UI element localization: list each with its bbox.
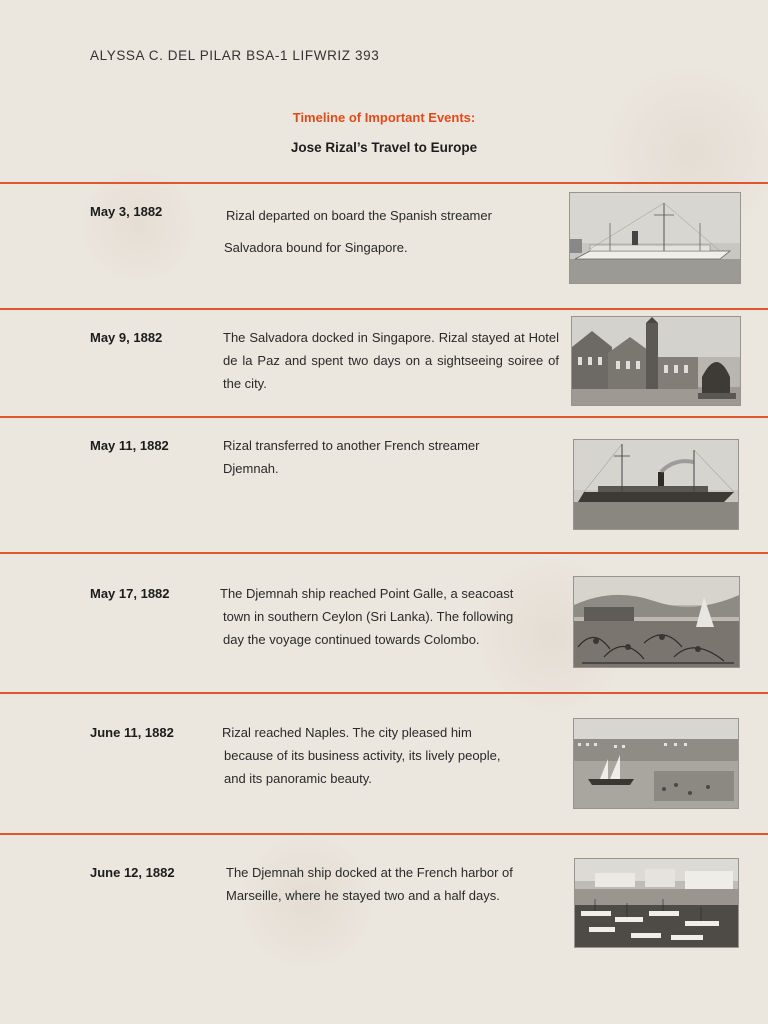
event-description-line: Rizal reached Naples. The city pleased him <box>222 725 472 740</box>
event-description-line: Salvadora bound for Singapore. <box>224 240 408 255</box>
event-description-line: Marseille, where he stayed two and a half days. <box>226 888 500 903</box>
event-description <box>223 434 559 480</box>
event-description-line: Rizal departed on board the Spanish streamer <box>226 208 492 223</box>
event-description: The Salvadora docked in Singapore. Rizal stayed at Hotel de la Paz and spent two days on a sightseeing soiree of the city. <box>223 330 559 391</box>
steamship-photo <box>573 439 739 530</box>
event-date: May 3, 1882 <box>90 204 163 219</box>
divider-2 <box>0 308 768 310</box>
event-description-line: day the voyage continued towards Colombo. <box>223 632 480 647</box>
marseille-harbor-photo <box>574 858 739 948</box>
name-line: ALYSSA C. DEL PILAR BSA-1 LIFWRIZ 393 <box>90 48 380 63</box>
event-description <box>220 582 565 651</box>
event-description-line: The Djemnah ship docked at the French harbor of <box>226 865 513 880</box>
page-subtitle: Jose Rizal’s Travel to Europe <box>290 140 478 155</box>
event-date: May 11, 1882 <box>90 438 169 453</box>
event-description <box>222 721 562 790</box>
event-description-line: The Djemnah ship reached Point Galle, a seacoast <box>220 586 514 601</box>
event-description-line: Rizal transferred to another French streamer <box>223 438 480 453</box>
event-description <box>226 861 566 907</box>
steamship-photo <box>569 192 741 284</box>
divider-5 <box>0 692 768 694</box>
page-title: Timeline of Important Events: <box>292 110 476 125</box>
city-square-photo <box>571 316 741 406</box>
harbor-engraving <box>573 576 740 668</box>
event-date: June 11, 1882 <box>90 725 174 740</box>
event-description-line: because of its business activity, its lively people, <box>224 748 501 763</box>
event-date: May 9, 1882 <box>90 330 163 345</box>
event-date: May 17, 1882 <box>90 586 170 601</box>
divider-3 <box>0 416 768 418</box>
naples-harbor-photo <box>573 718 739 809</box>
event-description-line: and its panoramic beauty. <box>224 771 372 786</box>
event-description-line: Djemnah. <box>223 461 279 476</box>
event-description-line: town in southern Ceylon (Sri Lanka). The following <box>223 609 514 624</box>
event-description <box>226 200 556 264</box>
divider-4 <box>0 552 768 554</box>
event-date: June 12, 1882 <box>90 865 175 880</box>
divider-1 <box>0 182 768 184</box>
divider-6 <box>0 833 768 835</box>
